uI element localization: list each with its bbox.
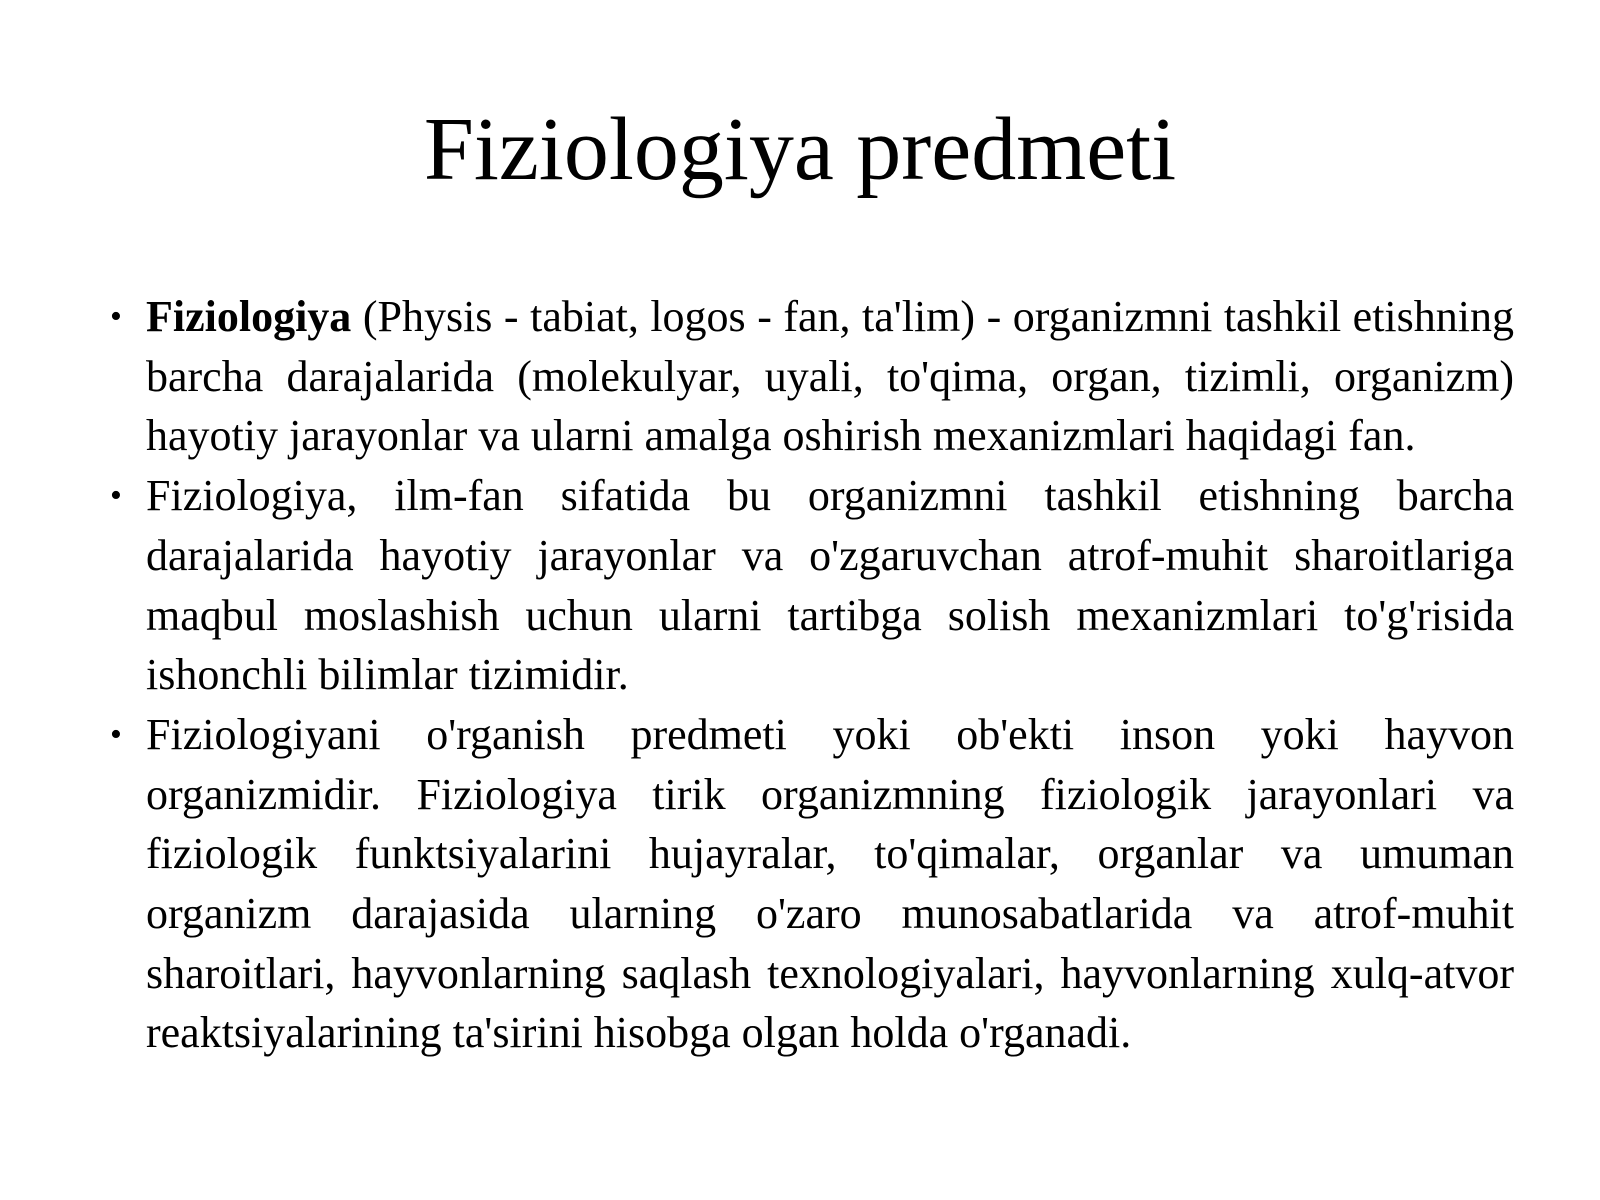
bullet-icon: •	[110, 298, 122, 335]
bullet-text: (Physis - tabiat, logos - fan, ta'lim) - organizmni tashkil etishning barcha darajalarida (molekulyar, uyali, to'qima, organ, tizimli, organizm) hayotiy jarayonlar va ularni amalga oshirish mexanizmlari haqidagi fan.	[146, 292, 1514, 461]
bullet-item-subject	[110, 705, 1514, 1063]
bullet-icon: •	[110, 477, 122, 515]
bullet-icon: •	[110, 715, 122, 753]
bullet-text: Fiziologiya, ilm-fan sifatida bu organizmni tashkil etishning barcha darajalarida hayotiy jarayonlar va o'zgaruvchan atrof-muhit sharoitlariga maqbul moslashish uchun ularni tartibga solish mexanizmlari to'g'risida ishonchli bilimlar tizimidir.	[146, 471, 1514, 700]
bullet-list	[110, 287, 1514, 1063]
bullet-term: Fiziologiya	[146, 292, 352, 341]
bullet-item-science	[110, 466, 1514, 705]
bullet-item-definition	[110, 287, 1514, 466]
bullet-text: Fiziologiyani o'rganish predmeti yoki ob'ekti inson yoki hayvon organizmidir. Fiziologiya tirik organizmning fiziologik jarayonlari va fiziologik funktsiyalarini hujayralar, to'qimalar, organlar va umuman organizm darajasida ularning o'zaro munosabatlarida va atrof-muhit sharoitlari, hayvonlarning saqlash texnologiyalari, hayvonlarning xulq-atvor reaktsiyalarining ta'sirini hisobga olgan holda o'rganadi.	[146, 709, 1514, 1058]
slide-title: Fiziologiya predmeti	[423, 100, 1177, 199]
